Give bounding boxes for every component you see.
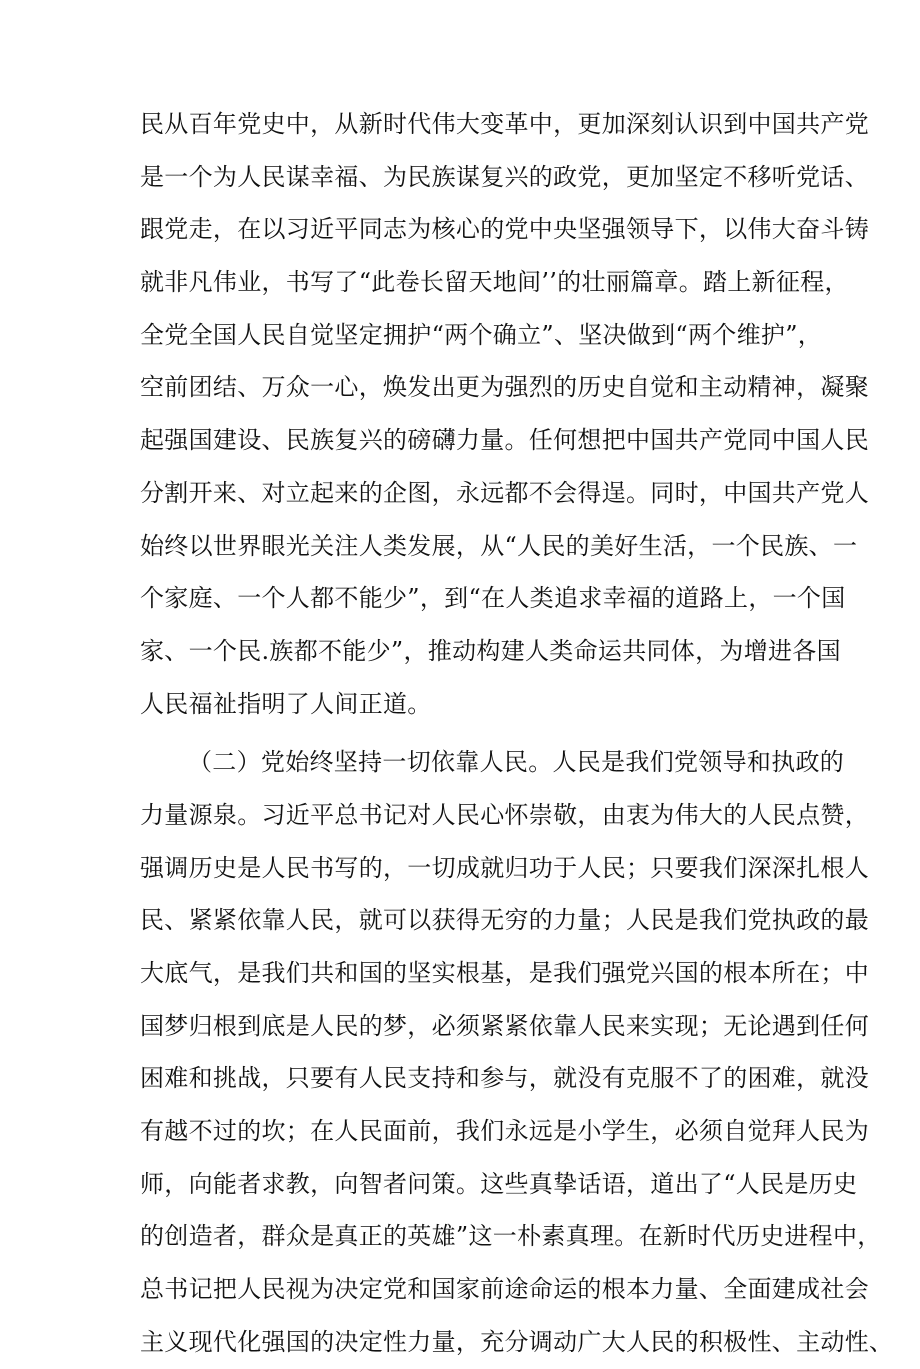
- text-line: 起强国建设、民族复兴的磅礴力量。任何想把中国共产党同中国人民: [140, 426, 869, 455]
- text-line: 分割开来、对立起来的企图，永远都不会得逞。同时，中国共产党人: [140, 478, 869, 507]
- text-line: 是一个为人民谋幸福、为民族谋复兴的政党，更加坚定不移听党话、: [140, 162, 869, 191]
- text-line: 始终以世界眼光关注人类发展，从“人民的美好生活，一个民族、一: [140, 531, 858, 560]
- text-line: 空前团结、万众一心，焕发出更为强烈的历史自觉和主动精神，凝聚: [140, 373, 869, 402]
- text-line: 就非凡伟业，书写了“此卷长留天地间’’的壮丽篇章。踏上新征程，: [140, 268, 849, 297]
- paragraph-2: [140, 736, 894, 1368]
- text-line: 师，向能者求教，向智者问策。这些真挚话语，道出了“人民是历史: [140, 1169, 858, 1198]
- text-line: 力量源泉。习近平总书记对人民心怀崇敬，由衷为伟大的人民点赞，: [140, 800, 869, 829]
- text-line: 家、一个民.族都不能少”，推动构建人类命运共同体，为增进各国: [140, 636, 841, 665]
- text-line: 个家庭、一个人都不能少”，到“在人类追求幸福的道路上，一个国: [140, 584, 846, 613]
- text-line: 人民福祉指明了人间正道。: [140, 689, 432, 718]
- text-line: 民、紧紧依靠人民，就可以获得无穷的力量；人民是我们党执政的最: [140, 906, 869, 935]
- body-text: [140, 98, 894, 1369]
- text-line: 民从百年党史中，从新时代伟大变革中，更加深刻认识到中国共产党: [140, 110, 869, 138]
- text-line: 强调历史是人民书写的，一切成就归功于人民；只要我们深深扎根人: [140, 853, 869, 882]
- text-line: （二）党始终坚持一切依靠人民。人民是我们党领导和执政的: [188, 748, 845, 777]
- text-line: 国梦归根到底是人民的梦，必须紧紧依靠人民来实现；无论遇到任何: [140, 1011, 869, 1040]
- text-line: 跟党走，在以习近平同志为核心的党中央坚强领导下，以伟大奋斗铸: [140, 215, 869, 244]
- text-line: 总书记把人民视为决定党和国家前途命运的根本力量、全面建成社会: [140, 1275, 869, 1304]
- text-line: 全党全国人民自觉坚定拥护“两个确立”、坚决做到“两个维护”，: [140, 320, 823, 349]
- paragraph-1: [140, 98, 869, 730]
- text-line: 困难和挑战，只要有人民支持和参与，就没有克服不了的困难，就没: [140, 1064, 869, 1093]
- text-line: 的创造者，群众是真正的英雄”这一朴素真理。在新时代历史进程中，: [140, 1222, 882, 1251]
- text-line: 有越不过的坎；在人民面前，我们永远是小学生，必须自觉拜人民为: [140, 1117, 869, 1146]
- text-line: 主义现代化强国的决定性力量，充分调动广大人民的积极性、主动性、: [140, 1327, 894, 1356]
- text-line: 大底气，是我们共和国的坚实根基，是我们强党兴国的根本所在；中: [140, 959, 869, 987]
